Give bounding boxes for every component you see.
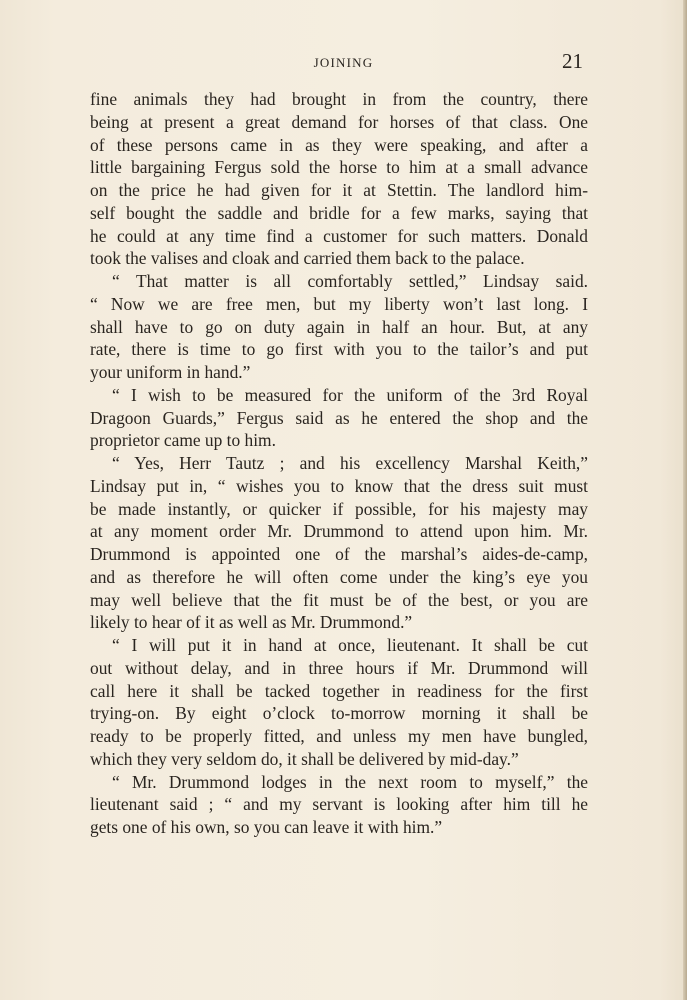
text-line: on the price he had given for it at Stettin. The landlord him-	[90, 180, 588, 200]
text-line: little bargaining Fergus sold the horse to him at a small advance	[90, 157, 588, 178]
text-line: out without delay, and in three hours if Mr. Drummond will	[90, 657, 588, 678]
text-line: be made instantly, or quicker if possible, for his majesty may	[90, 498, 588, 519]
text-line: “ I wish to be measured for the uniform of the 3rd Royal	[112, 384, 588, 405]
body-text	[90, 88, 588, 839]
text-line: Drummond is appointed one of the marshal’s aides-de-camp,	[90, 544, 588, 564]
text-line: shall have to go on duty again in half an hour. But, at any	[90, 316, 588, 337]
text-line: took the valises and cloak and carried them back to the palace.	[90, 248, 525, 269]
text-line: gets one of his own, so you can leave it with him.”	[90, 817, 443, 837]
text-line: proprietor came up to him.	[90, 430, 276, 451]
text-line: likely to hear of it as well as Mr. Drummond.”	[90, 612, 413, 633]
text-line: lieutenant said ; “ and my servant is looking after him till he	[90, 794, 588, 815]
text-line: “ Yes, Herr Tautz ; and his excellency Marshal Keith,”	[112, 453, 588, 473]
text-line: he could at any time find a customer for such matters. Donald	[90, 225, 588, 246]
page-number: 21	[562, 49, 583, 73]
text-line: which they very seldom do, it shall be delivered by mid-day.”	[90, 748, 519, 769]
text-line: may well believe that the fit must be of the best, or you are	[90, 589, 588, 610]
text-line: call here it shall be tacked together in readiness for the first	[90, 680, 588, 701]
text-line: ready to be properly fitted, and unless my men have bungled,	[90, 726, 588, 746]
text-line: “ Mr. Drummond lodges in the next room to myself,” the	[112, 771, 588, 792]
text-line: and as therefore he will often come under the king’s eye you	[90, 566, 588, 587]
text-line: your uniform in hand.”	[90, 362, 251, 382]
text-line: “ I will put it in hand at once, lieutenant. It shall be cut	[112, 635, 588, 655]
text-line: Dragoon Guards,” Fergus said as he entered the shop and the	[90, 407, 588, 428]
text-line: self bought the saddle and bridle for a few marks, saying that	[90, 202, 588, 223]
running-header-title: JOINING	[313, 55, 374, 70]
text-line: fine animals they had brought in from the country, there	[90, 89, 588, 109]
text-line: Lindsay put in, “ wishes you to know that the dress suit must	[90, 475, 588, 496]
page-edge-shadow	[683, 0, 687, 1000]
text-line: of these persons came in as they were speaking, and after a	[90, 134, 588, 155]
text-line: being at present a great demand for horses of that class. One	[90, 111, 588, 132]
text-line: at any moment order Mr. Drummond to attend upon him. Mr.	[90, 521, 588, 542]
text-line: “ Now we are free men, but my liberty won’t last long. I	[90, 293, 588, 314]
text-line: rate, there is time to go first with you to the tailor’s and put	[90, 339, 588, 360]
text-line: trying-on. By eight o’clock to-morrow morning it shall be	[90, 703, 588, 724]
text-line: “ That matter is all comfortably settled,” Lindsay said.	[112, 271, 588, 291]
